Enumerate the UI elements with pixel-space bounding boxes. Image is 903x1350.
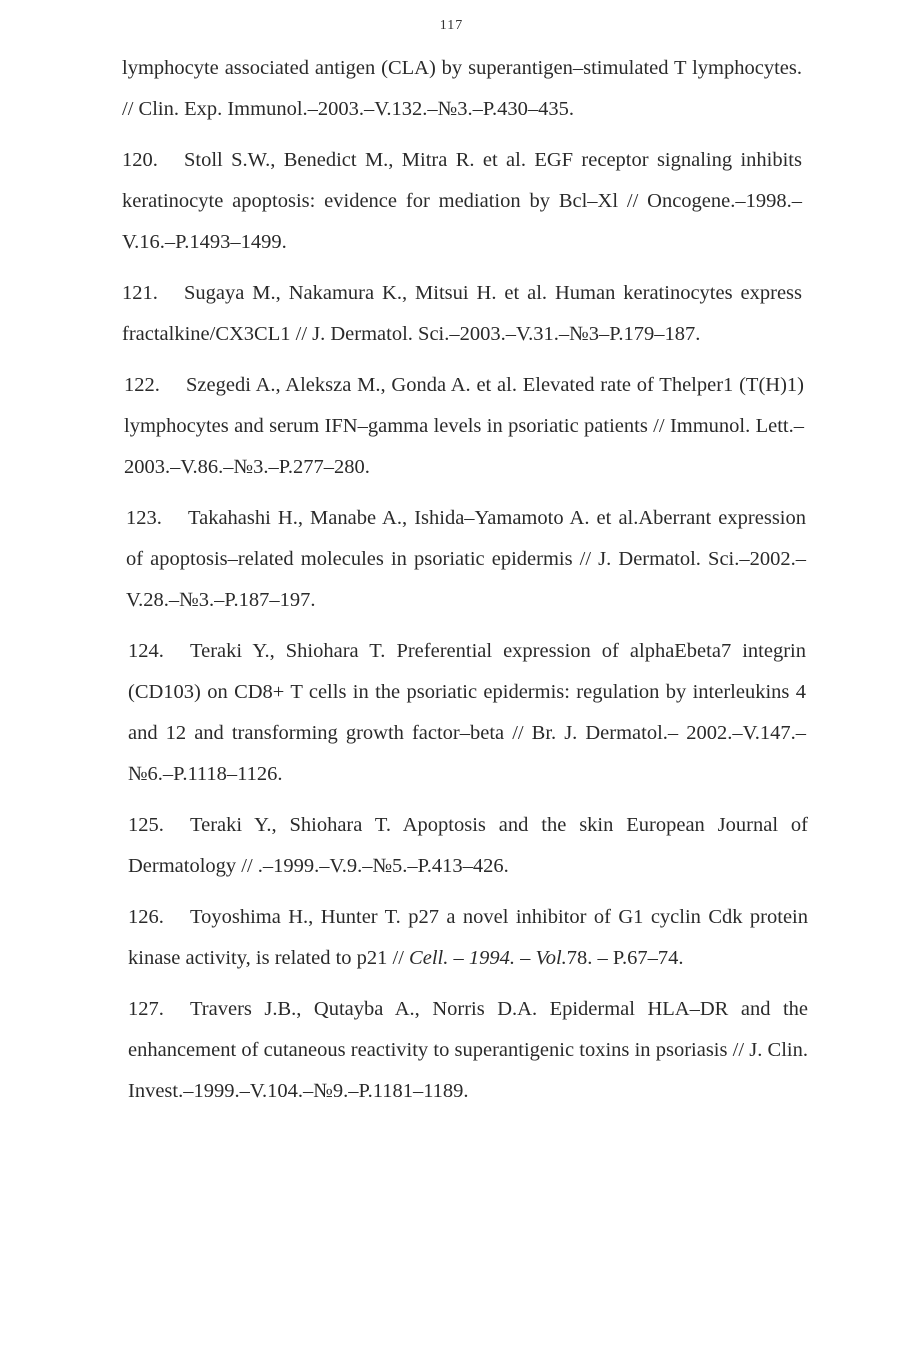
reference-number: 122. (124, 374, 160, 396)
reference-text: Toyoshima H., Hunter T. p27 a novel inhibitor of G1 cyclin Cdk protein kinase activity, is related to p21 // (128, 906, 808, 969)
reference-number: 121. (122, 282, 158, 304)
reference-list (0, 48, 903, 1122)
reference-number: 124. (128, 640, 164, 662)
reference-text: Travers J.B., Qutayba A., Norris D.A. Epidermal HLA–DR and the enhancement of cutaneous reactivity to superantigenic toxins in psoriasis // J. Clin. Invest.–1999.–V.104.–№9.–P.1181–1189. (128, 998, 808, 1102)
reference-text: Stoll S.W., Benedict M., Mitra R. et al. EGF receptor signaling inhibits keratinocyte apoptosis: evidence for mediation by Bcl–Xl // Oncogene.–1998.–V.16.–P.1493–1499. (122, 149, 802, 253)
journal-italic: Cell. – 1994. – Vol. (409, 947, 567, 969)
reference-number: 120. (122, 149, 158, 171)
reference-text: Teraki Y., Shiohara T. Apoptosis and the skin European Journal of Dermatology // .–1999.–V.9.–№5.–P.413–426. (128, 814, 808, 877)
reference-continuation (0, 48, 802, 130)
reference-number: 125. (128, 814, 164, 836)
reference-text: Teraki Y., Shiohara T. Preferential expression of alphaEbeta7 integrin (CD103) on CD8+ T cells in the psoriatic epidermis: regulation by interleukins 4 and 12 and transforming growth factor–beta // Br. J. Dermatol.– 2002.–V.147.–№6.–P.1118–1126. (128, 640, 806, 785)
reference-item (0, 989, 808, 1112)
reference-text: lymphocyte associated antigen (CLA) by superantigen–stimulated T lymphocytes. // Clin. Exp. Immunol.–2003.–V.132.–№3.–P.430–435. (122, 57, 802, 120)
reference-text: Sugaya M., Nakamura K., Mitsui H. et al. Human keratinocytes express fractalkine/CX3CL1 // J. Dermatol. Sci.–2003.–V.31.–№3–P.179–187. (122, 282, 802, 345)
reference-number: 127. (128, 998, 164, 1020)
reference-item (0, 805, 808, 887)
reference-text-end: 78. – P.67–74. (566, 947, 684, 969)
reference-item (0, 140, 802, 263)
reference-number: 126. (128, 906, 164, 928)
reference-number: 123. (126, 507, 162, 529)
reference-item (0, 897, 808, 979)
page-number: 117 (439, 18, 464, 33)
reference-item (0, 273, 802, 355)
reference-item (0, 365, 804, 488)
reference-item (0, 631, 806, 795)
reference-item (0, 498, 806, 621)
reference-text: Takahashi H., Manabe A., Ishida–Yamamoto A. et al.Aberrant expression of apoptosis–related molecules in psoriatic epidermis // J. Dermatol. Sci.–2002.–V.28.–№3.–P.187–197. (126, 507, 806, 611)
reference-text: Szegedi A., Aleksza M., Gonda A. et al. Elevated rate of Thelper1 (T(H)1) lymphocytes and serum IFN–gamma levels in psoriatic patients // Immunol. Lett.–2003.–V.86.–№3.–P.277–280. (124, 374, 804, 478)
